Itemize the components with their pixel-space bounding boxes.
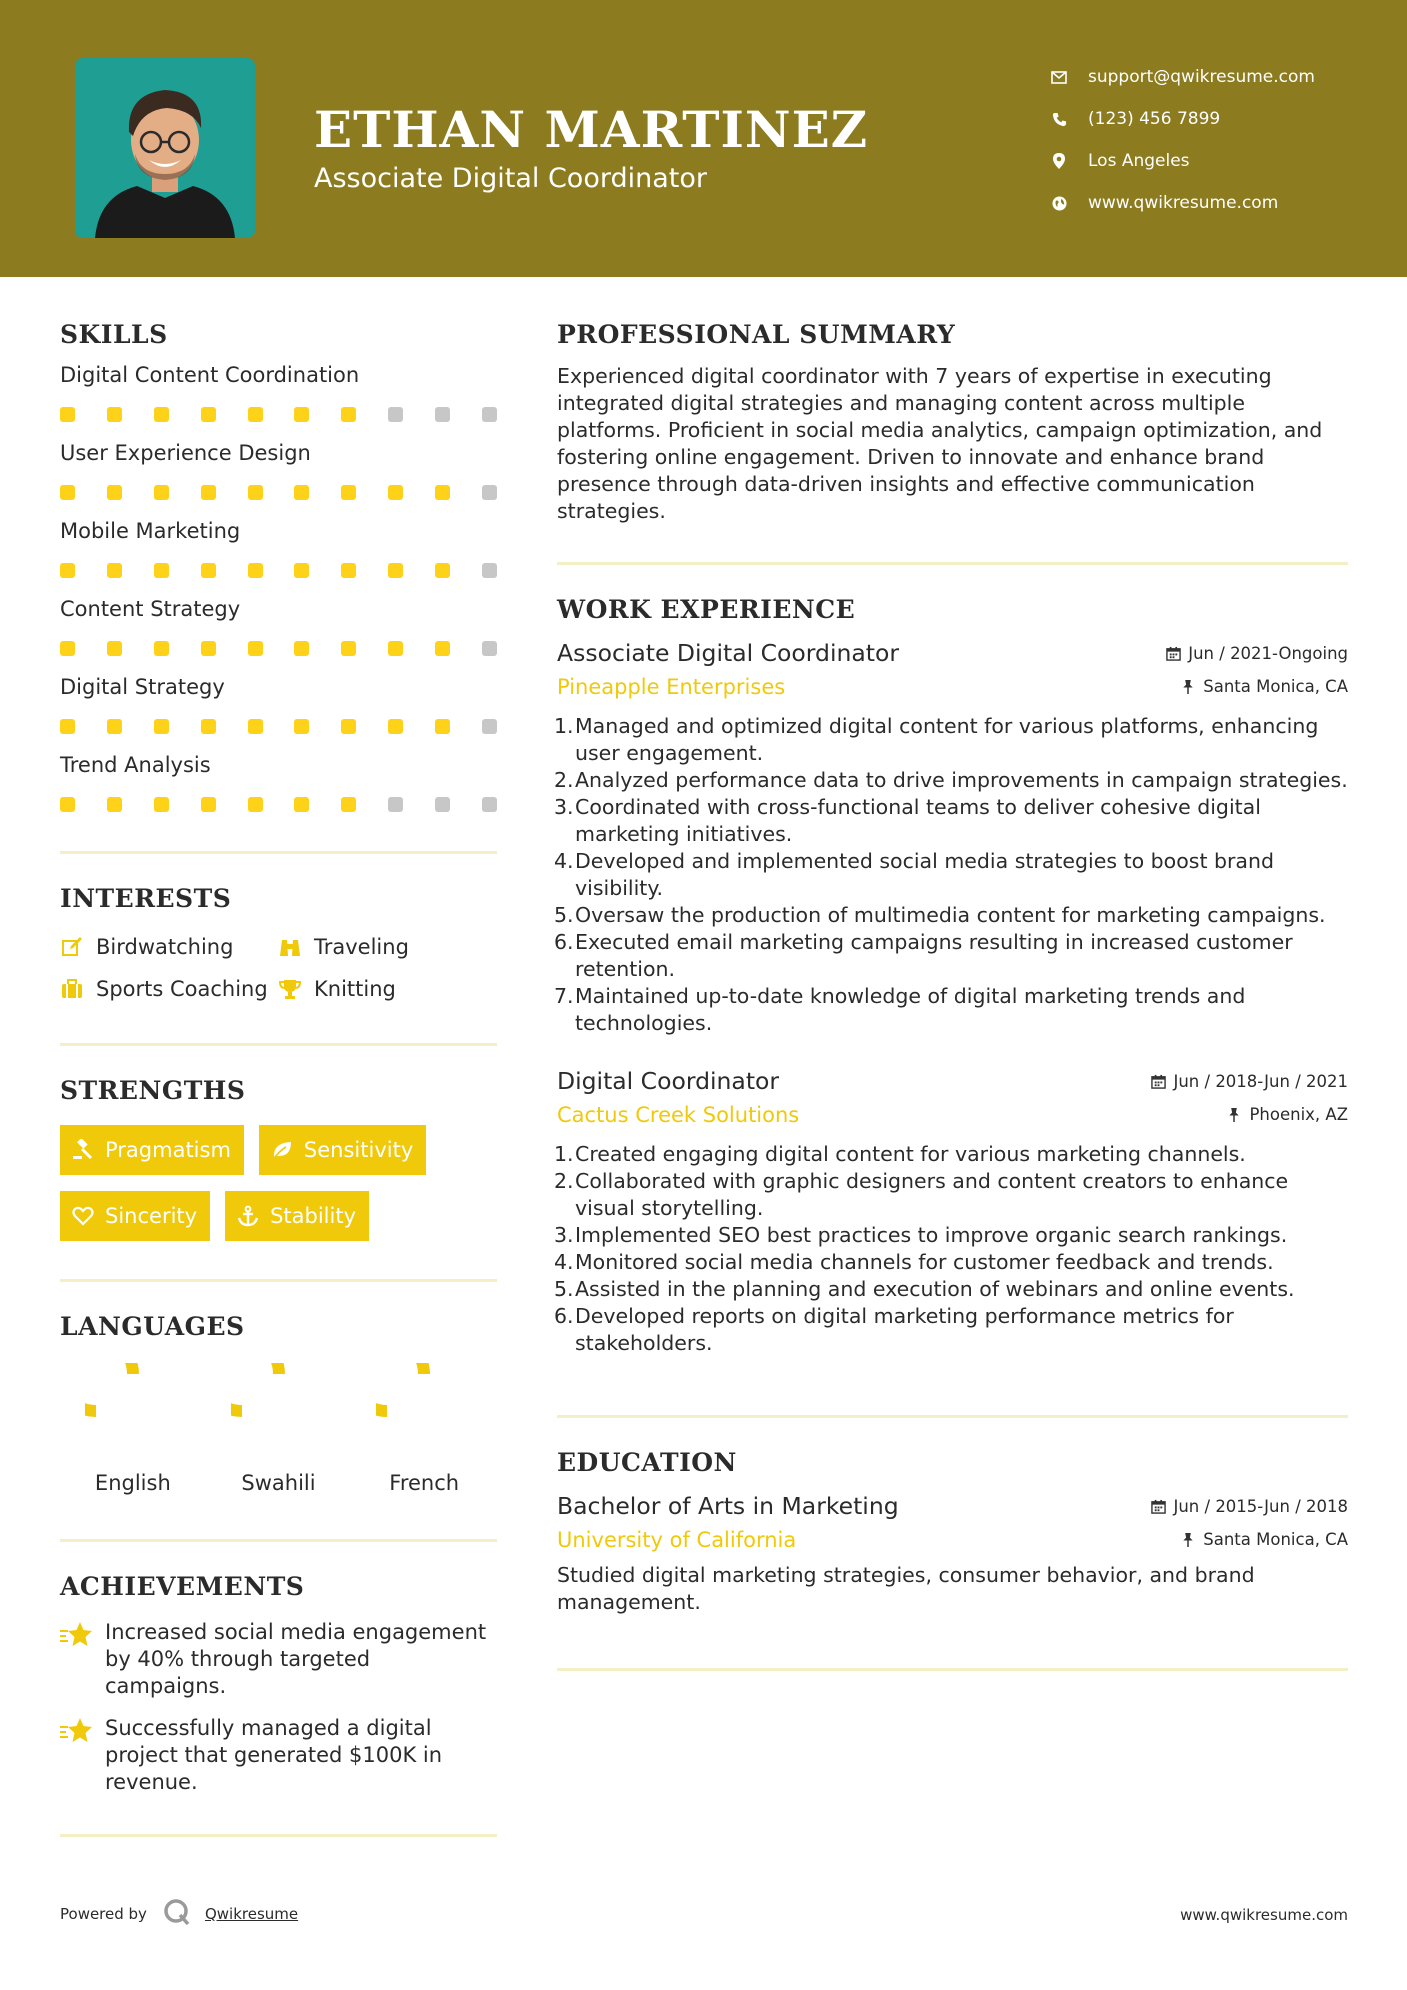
skill-dot-filled <box>294 563 309 578</box>
skill-dot-empty <box>482 719 497 734</box>
job-location: Phoenix, AZ <box>1249 1105 1348 1124</box>
skill-item <box>60 753 497 812</box>
skill-dot-filled <box>107 407 122 422</box>
skill-dot-empty <box>435 407 450 422</box>
language-gauge <box>85 1363 181 1459</box>
footer-url[interactable]: www.qwikresume.com <box>1180 1906 1348 1924</box>
education-section <box>557 1448 1348 1616</box>
skill-dot-filled <box>341 797 356 812</box>
strength-tag <box>60 1191 210 1241</box>
skill-rating <box>60 797 497 812</box>
degree-title: Bachelor of Arts in Marketing <box>557 1492 899 1520</box>
skill-item <box>60 519 497 578</box>
pushpin-icon <box>1179 1531 1197 1549</box>
calendar-icon <box>1149 1498 1167 1516</box>
footer-powered-by <box>60 1898 298 1930</box>
language-item <box>351 1363 497 1495</box>
strength-tag <box>259 1125 426 1175</box>
job-location: Santa Monica, CA <box>1203 677 1348 696</box>
anchor-icon <box>236 1204 260 1228</box>
candidate-title: Associate Digital Coordinator <box>314 163 707 194</box>
skill-dot-empty <box>482 485 497 500</box>
achievements-section <box>60 1572 497 1796</box>
job-bullet: Created engaging digital content for various marketing channels. <box>575 1142 1246 1166</box>
skill-name: Digital Content Coordination <box>60 363 360 387</box>
language-gauge <box>376 1363 472 1459</box>
job-bullet: Implemented SEO best practices to improve organic search rankings. <box>575 1223 1288 1247</box>
skill-rating <box>60 407 497 422</box>
languages-section <box>60 1312 497 1495</box>
briefcase-icon <box>60 977 84 1001</box>
strength-label: Sensitivity <box>303 1138 414 1162</box>
contact-website[interactable] <box>1048 182 1315 224</box>
interest-item <box>60 977 278 1001</box>
skill-dot-filled <box>107 563 122 578</box>
qwikresume-logo-icon <box>163 1898 191 1930</box>
skill-name: User Experience Design <box>60 441 311 465</box>
skill-dot-filled <box>435 719 450 734</box>
skill-name: Mobile Marketing <box>60 519 241 543</box>
job-bullet: Developed and implemented social media strategies to boost brand visibility. <box>575 849 1275 900</box>
skill-dot-filled <box>388 641 403 656</box>
skill-dot-filled <box>60 797 75 812</box>
globe-icon <box>1048 192 1070 214</box>
language-item <box>206 1363 352 1495</box>
skill-dot-filled <box>341 407 356 422</box>
skill-dot-filled <box>435 485 450 500</box>
skill-item <box>60 441 497 500</box>
skill-dot-filled <box>107 641 122 656</box>
job-title: Associate Digital Coordinator <box>557 639 900 667</box>
skill-dot-empty <box>388 797 403 812</box>
contact-website-text: www.qwikresume.com <box>1088 193 1279 213</box>
skill-name: Trend Analysis <box>60 753 211 777</box>
job-bullet: Maintained up-to-date knowledge of digital marketing trends and technologies. <box>575 984 1246 1035</box>
calendar-icon <box>1149 1073 1167 1091</box>
job-bullet: Monitored social media channels for customer feedback and trends. <box>575 1250 1274 1274</box>
skill-rating <box>60 641 497 656</box>
language-item <box>60 1363 206 1495</box>
skill-dot-filled <box>201 797 216 812</box>
contact-location <box>1048 140 1315 182</box>
skill-dot-filled <box>154 719 169 734</box>
job-bullet: Managed and optimized digital content for various platforms, enhancing user engagement. <box>575 714 1319 765</box>
skill-dot-empty <box>435 797 450 812</box>
section-divider <box>60 1834 497 1837</box>
interest-label: Traveling <box>314 935 409 959</box>
envelope-icon <box>1048 66 1070 88</box>
skill-dot-filled <box>248 485 263 500</box>
skill-dot-filled <box>388 563 403 578</box>
languages-title: LANGUAGES <box>60 1312 245 1341</box>
job-title: Digital Coordinator <box>557 1067 780 1095</box>
binoculars-icon <box>278 935 302 959</box>
skill-dot-filled <box>248 407 263 422</box>
skill-dot-filled <box>201 485 216 500</box>
section-divider <box>60 1279 497 1282</box>
job-date: Jun / 2021-Ongoing <box>1188 644 1348 663</box>
job-bullet: Collaborated with graphic designers and content creators to enhance visual storytelling. <box>575 1169 1289 1220</box>
summary-title: PROFESSIONAL SUMMARY <box>557 320 956 349</box>
candidate-name: ETHAN MARTINEZ <box>314 100 869 159</box>
interests-section <box>60 884 497 1001</box>
skill-dot-filled <box>154 641 169 656</box>
skill-dot-filled <box>294 719 309 734</box>
contact-email[interactable] <box>1048 56 1315 98</box>
star-badge-icon <box>60 1715 94 1749</box>
skill-dot-filled <box>248 641 263 656</box>
job-bullet: Oversaw the production of multimedia content for marketing campaigns. <box>575 903 1326 927</box>
header-banner <box>0 0 1407 277</box>
phone-icon <box>1048 108 1070 130</box>
language-level-arc <box>231 1363 279 1411</box>
skill-dot-filled <box>388 485 403 500</box>
skill-dot-filled <box>201 563 216 578</box>
job-bullet: Developed reports on digital marketing performance metrics for stakeholders. <box>575 1304 1234 1355</box>
skill-dot-empty <box>482 407 497 422</box>
calendar-icon <box>1164 645 1182 663</box>
job-date: Jun / 2018-Jun / 2021 <box>1173 1072 1348 1091</box>
language-gauge <box>231 1363 327 1459</box>
language-name: Swahili <box>241 1471 316 1495</box>
interest-label: Sports Coaching <box>96 977 268 1001</box>
skill-dot-filled <box>60 719 75 734</box>
skill-dot-filled <box>201 641 216 656</box>
skill-dot-filled <box>248 719 263 734</box>
skill-dot-filled <box>388 719 403 734</box>
interest-item <box>278 977 497 1001</box>
strength-label: Pragmatism <box>105 1138 231 1162</box>
pushpin-icon <box>1179 678 1197 696</box>
contact-email-text: support@qwikresume.com <box>1088 67 1315 87</box>
language-name: French <box>389 1471 460 1495</box>
skill-rating <box>60 563 497 578</box>
section-divider <box>60 1043 497 1046</box>
achievement-text: Increased social media engagement by 40% through targeted campaigns. <box>105 1620 487 1698</box>
education-title: EDUCATION <box>557 1448 737 1477</box>
skill-dot-filled <box>154 797 169 812</box>
achievement-text: Successfully managed a digital project that generated $100K in revenue. <box>105 1716 443 1794</box>
skill-dot-filled <box>341 485 356 500</box>
strength-label: Stability <box>270 1204 357 1228</box>
skill-name: Digital Strategy <box>60 675 225 699</box>
skill-dot-empty <box>482 797 497 812</box>
section-divider <box>557 1415 1348 1418</box>
skill-dot-filled <box>60 407 75 422</box>
strength-tag <box>60 1125 244 1175</box>
skill-dot-filled <box>294 641 309 656</box>
skill-item <box>60 363 497 422</box>
skill-dot-filled <box>341 563 356 578</box>
heart-icon <box>71 1204 95 1228</box>
skill-dot-filled <box>294 797 309 812</box>
strengths-title: STRENGTHS <box>60 1076 246 1105</box>
summary-section <box>557 320 1348 525</box>
job-bullet: Coordinated with cross-functional teams to deliver cohesive digital marketing initiatives. <box>575 795 1261 846</box>
skill-dot-empty <box>482 563 497 578</box>
achievement-item <box>60 1715 497 1796</box>
contact-list <box>1048 56 1315 224</box>
skill-dot-filled <box>107 719 122 734</box>
language-level-arc <box>376 1363 424 1411</box>
section-divider <box>60 1539 497 1542</box>
school-name: University of California <box>557 1528 797 1552</box>
education-description: Studied digital marketing strategies, consumer behavior, and brand management. <box>557 1563 1255 1614</box>
contact-phone[interactable] <box>1048 98 1315 140</box>
skill-dot-empty <box>482 641 497 656</box>
job-bullet: Analyzed performance data to drive improvements in campaign strategies. <box>575 768 1348 792</box>
contact-location-text: Los Angeles <box>1088 151 1190 171</box>
company-name: Cactus Creek Solutions <box>557 1103 800 1127</box>
job-bullet: Assisted in the planning and execution of webinars and online events. <box>575 1277 1295 1301</box>
job-bullets <box>557 713 1348 1037</box>
edit-icon <box>60 935 84 959</box>
summary-text: Experienced digital coordinator with 7 years of expertise in executing integrated digital strategies and managing content across multiple platforms. Proficient in social media analytics, campaign optimization, and fostering online engagement. Driven to innovate and enhance brand presence through data-driven insights and effective communication strategies. <box>557 364 1323 523</box>
skill-rating <box>60 485 497 500</box>
skill-dot-filled <box>154 563 169 578</box>
location-pin-icon <box>1048 150 1070 172</box>
skill-rating <box>60 719 497 734</box>
skill-dot-filled <box>341 719 356 734</box>
skill-dot-filled <box>341 641 356 656</box>
skill-dot-filled <box>154 407 169 422</box>
education-location: Santa Monica, CA <box>1203 1530 1348 1549</box>
profile-photo <box>75 58 255 238</box>
pushpin-icon <box>1225 1106 1243 1124</box>
gavel-icon <box>71 1138 95 1162</box>
company-name: Pineapple Enterprises <box>557 675 786 699</box>
language-name: English <box>94 1471 171 1495</box>
skill-dot-filled <box>248 797 263 812</box>
skills-section <box>60 320 497 812</box>
skill-dot-filled <box>294 485 309 500</box>
skill-dot-filled <box>60 563 75 578</box>
skill-item <box>60 675 497 734</box>
skill-dot-filled <box>201 407 216 422</box>
skill-item <box>60 597 497 656</box>
job-entry <box>557 1067 1348 1357</box>
interest-item <box>60 935 278 959</box>
skill-dot-filled <box>60 485 75 500</box>
right-column <box>557 320 1348 1671</box>
interest-label: Knitting <box>314 977 396 1001</box>
job-bullets <box>557 1141 1348 1357</box>
trophy-icon <box>278 977 302 1001</box>
skill-name: Content Strategy <box>60 597 241 621</box>
section-divider <box>557 562 1348 565</box>
achievement-item <box>60 1619 497 1700</box>
skills-title: SKILLS <box>60 320 168 349</box>
skill-dot-filled <box>248 563 263 578</box>
skill-dot-filled <box>60 641 75 656</box>
job-entry <box>557 639 1348 1037</box>
interest-label: Birdwatching <box>96 935 234 959</box>
skill-dot-filled <box>435 563 450 578</box>
skill-dot-filled <box>107 797 122 812</box>
skill-dot-empty <box>388 407 403 422</box>
section-divider <box>60 851 497 854</box>
skill-dot-filled <box>154 485 169 500</box>
skill-dot-filled <box>201 719 216 734</box>
strengths-section <box>60 1076 497 1241</box>
interest-item <box>278 935 497 959</box>
strength-tag <box>225 1191 369 1241</box>
star-badge-icon <box>60 1619 94 1653</box>
job-bullet: Executed email marketing campaigns resulting in increased customer retention. <box>575 930 1293 981</box>
powered-by-label: Powered by <box>60 1905 147 1923</box>
left-column <box>60 320 497 1837</box>
section-divider <box>557 1668 1348 1671</box>
skill-dot-filled <box>107 485 122 500</box>
language-level-arc <box>85 1363 133 1411</box>
interests-title: INTERESTS <box>60 884 232 913</box>
achievements-title: ACHIEVEMENTS <box>60 1572 305 1601</box>
skill-dot-filled <box>294 407 309 422</box>
strength-label: Sincerity <box>105 1204 198 1228</box>
qwikresume-link[interactable]: Qwikresume <box>204 1905 299 1923</box>
contact-phone-text: (123) 456 7899 <box>1088 109 1221 129</box>
education-date: Jun / 2015-Jun / 2018 <box>1173 1497 1348 1516</box>
skill-dot-filled <box>435 641 450 656</box>
experience-section <box>557 595 1348 1357</box>
experience-title: WORK EXPERIENCE <box>557 595 856 624</box>
leaf-icon <box>270 1138 294 1162</box>
